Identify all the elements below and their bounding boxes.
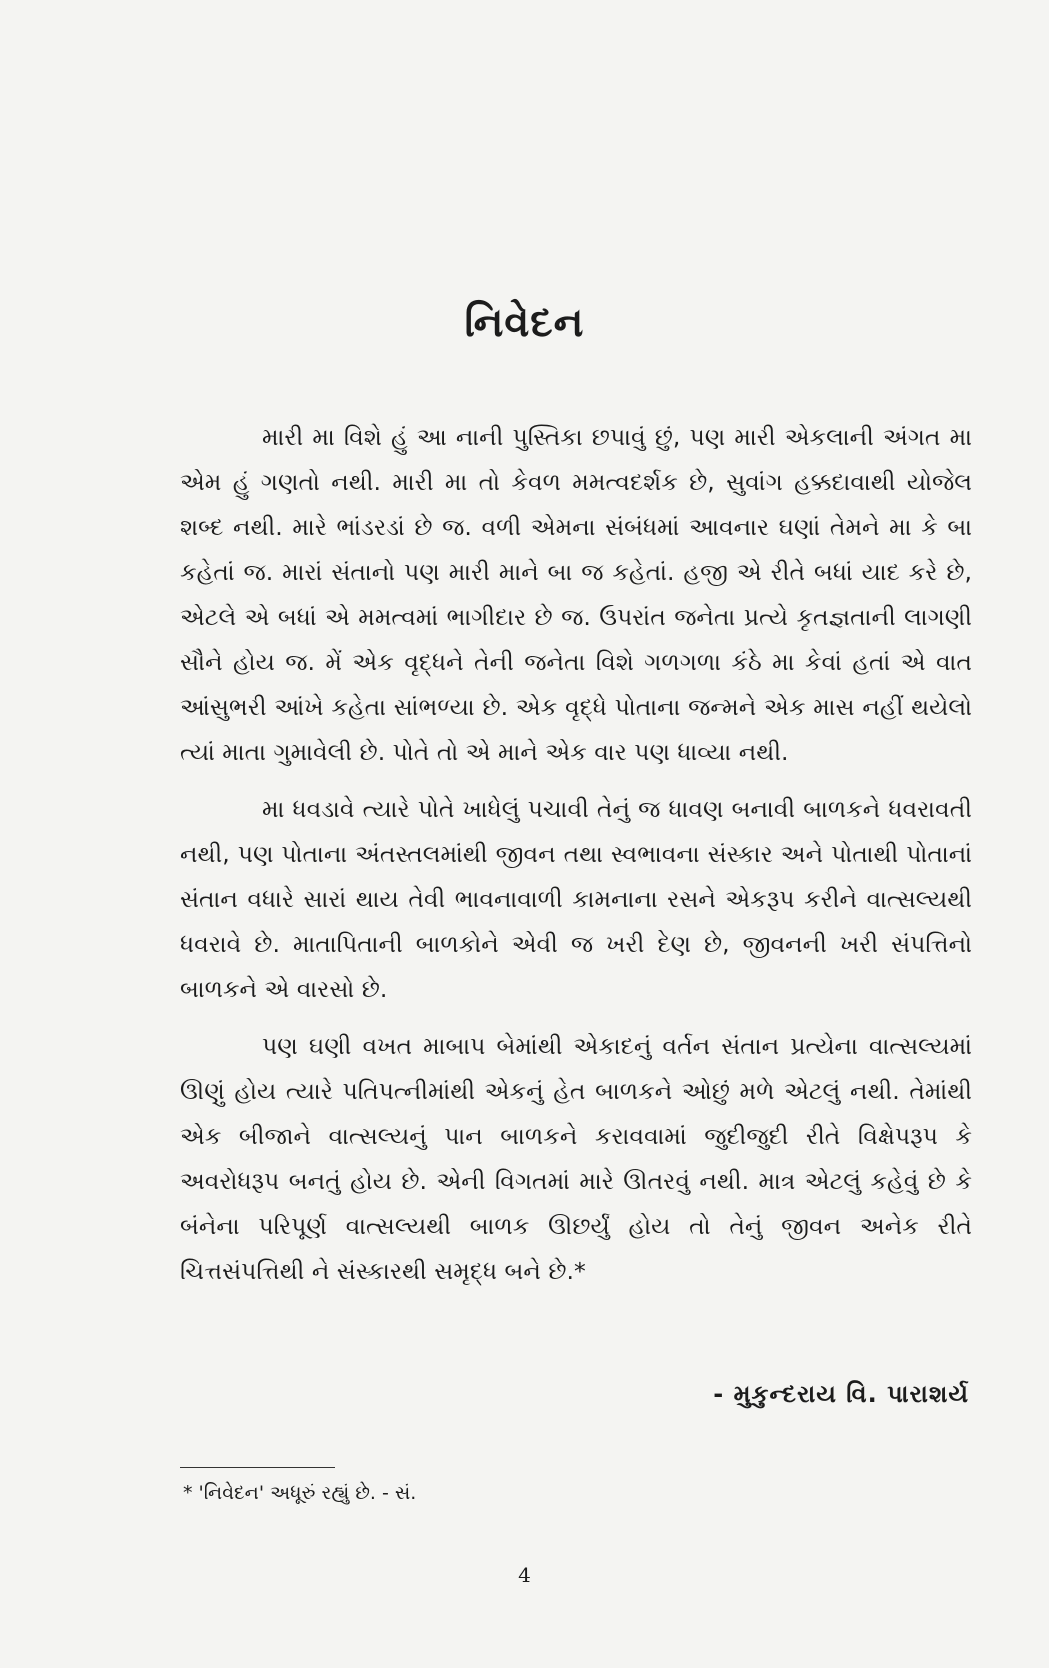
paragraph-2: મા ધવડાવે ત્યારે પોતે ખાધેલું પચાવી તેનું જ ધાવણ બનાવી બાળકને ધવરાવતી નથી, પણ પોતાના અંતસ્તલમાંથી જીવન તથા સ્વભાવના સંસ્કાર અને પોતાથી પોતાનાં સંતાન વધારે સારાં થાય તેવી ભાવનાવાળી કામનાના રસને એકરૂપ કરીને વાત્સલ્યથી ધવરાવે છે. માતાપિતાની બાળકોને એવી જ ખરી દેણ છે, જીવનની ખરી સંપત્તિનો બાળકને એ વારસો છે. <box>180 795 972 1003</box>
page-title: નિવેદન <box>464 300 585 346</box>
body-text <box>180 415 972 1306</box>
footnote-divider <box>180 1467 335 1468</box>
author-signature: - મુકુન્દરાય વિ. પારાશર્ય <box>713 1380 969 1408</box>
page-number: 4 <box>518 1563 531 1587</box>
paragraph-3: પણ ઘણી વખત માબાપ બેમાંથી એકાદનું વર્તન સંતાન પ્રત્યેના વાત્સલ્યમાં ઊણું હોય ત્યારે પતિપત્નીમાંથી એકનું હેત બાળકને ઓછું મળે એટલું નથી. તેમાંથી એક બીજાને વાત્સલ્યનું પાન બાળકને કરાવવામાં જુદીજુદી રીતે વિક્ષેપરૂપ કે અવરોધરૂપ બનતું હોય છે. એની વિગતમાં મારે ઊતરવું નથી. માત્ર એટલું કહેવું છે કે બંનેના પરિપૂર્ણ વાત્સલ્યથી બાળક ઊછર્યું હોય તો તેનું જીવન અનેક રીતે ચિત્તસંપત્તિથી ને સંસ્કારથી સમૃદ્ધ બને છે.* <box>180 1032 972 1285</box>
footnote: * 'નિવેદન' અધૂરું રહ્યું છે. - સં. <box>183 1482 417 1504</box>
paragraph-1: મારી મા વિશે હું આ નાની પુસ્તિકા છપાવું છું, પણ મારી એકલાની અંગત મા એમ હું ગણતો નથી. મારી મા તો કેવળ મમત્વદર્શક છે, સુવાંગ હક્કદાવાથી યોજેલ શબ્દ નથી. મારે ભાંડરડાં છે જ. વળી એમના સંબંધમાં આવનાર ઘણાં તેમને મા કે બા કહેતાં જ. મારાં સંતાનો પણ મારી માને બા જ કહેતાં. હજી એ રીતે બધાં યાદ કરે છે, એટલે એ બધાં એ મમત્વમાં ભાગીદાર છે જ. ઉપરાંત જનેતા પ્રત્યે કૃતજ્ઞતાની લાગણી સૌને હોય જ. મેં એક વૃદ્ધને તેની જનેતા વિશે ગળગળા કંઠે મા કેવાં હતાં એ વાત આંસુભરી આંખે કહેતા સાંભળ્યા છે. એક વૃદ્ધે પોતાના જન્મને એક માસ નહીં થયેલો ત્યાં માતા ગુમાવેલી છે. પોતે તો એ માને એક વાર પણ ધાવ્યા નથી. <box>180 423 972 766</box>
